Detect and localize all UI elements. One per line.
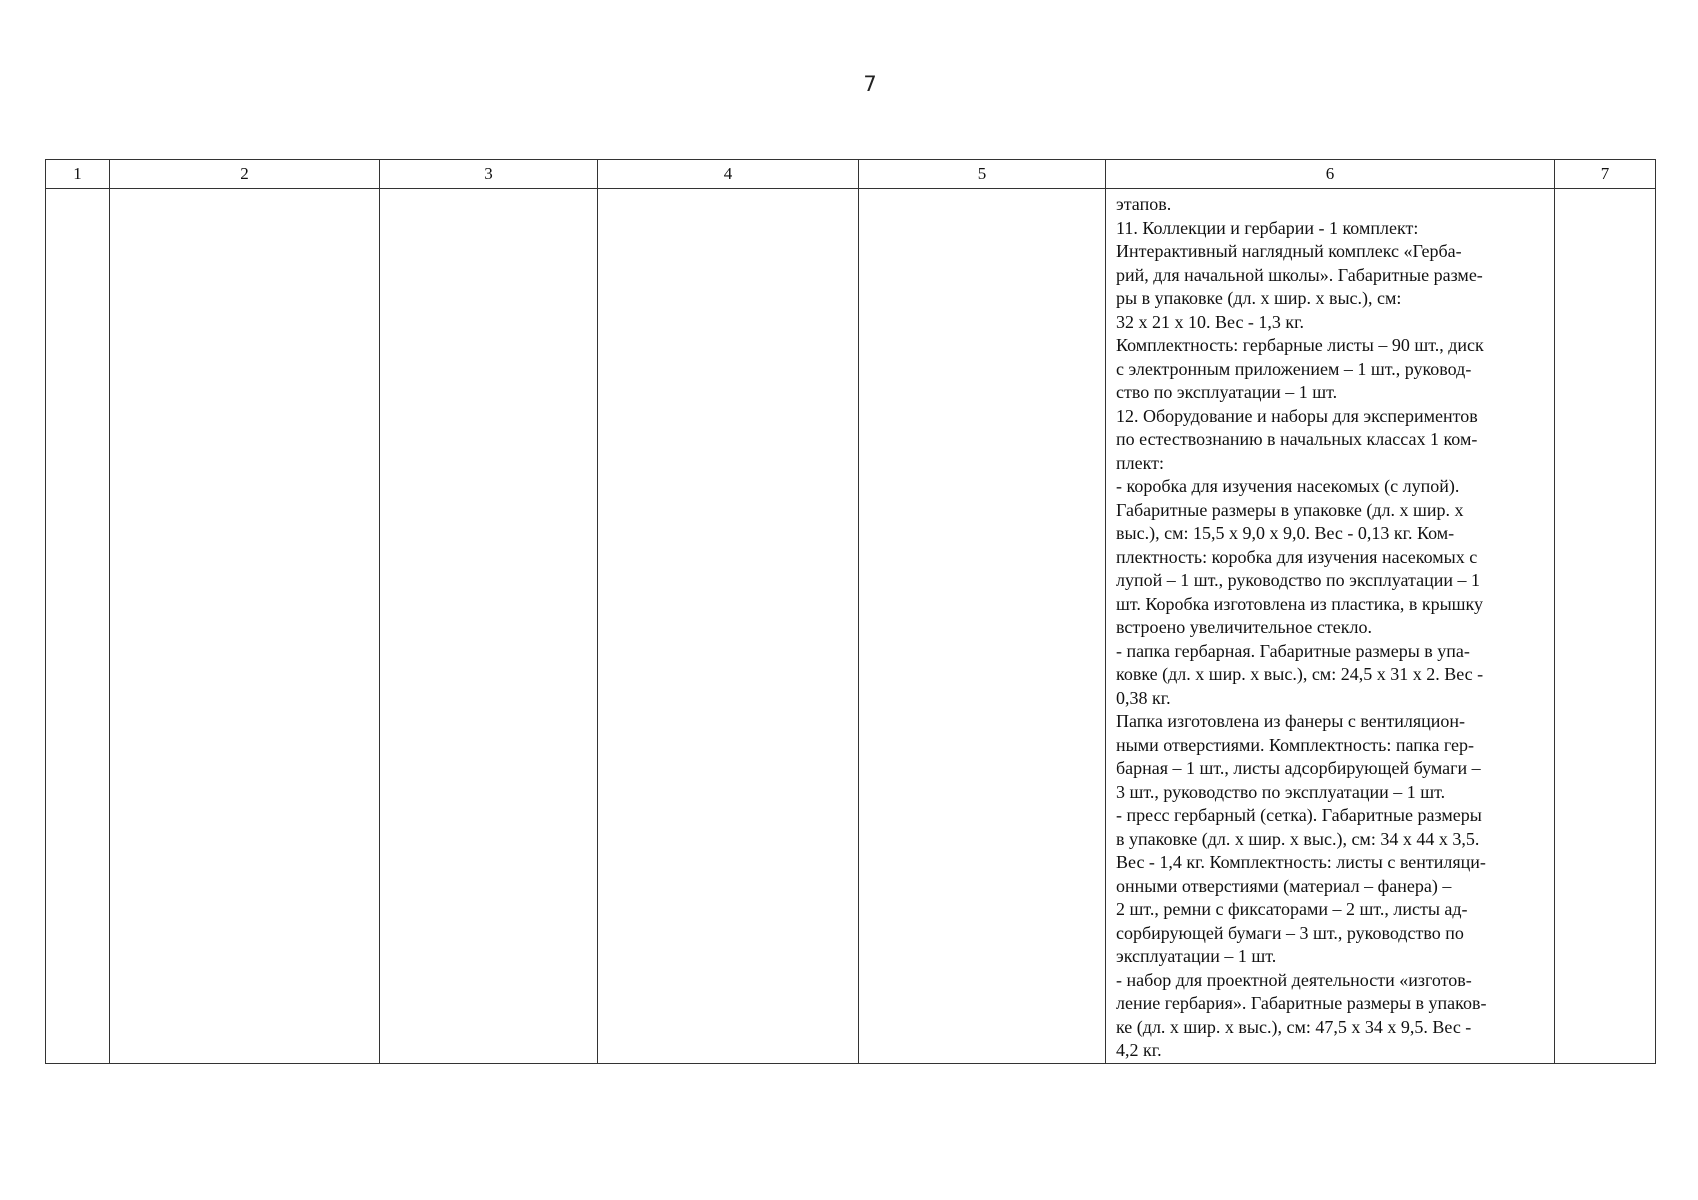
description-line: 2 шт., ремни с фиксаторами – 2 шт., листы ад-: [1116, 899, 1468, 919]
description-line: 3 шт., руководство по эксплуатации – 1 шт.: [1116, 781, 1446, 802]
description-line: 32 х 21 х 10. Вес - 1,3 кг.: [1116, 311, 1305, 332]
description-line: лупой – 1 шт., руководство по эксплуатации – 1: [1116, 570, 1480, 590]
header-cell-col-2: 2: [110, 160, 380, 189]
description-line: - набор для проектной деятельности «изготов-: [1116, 969, 1472, 990]
body-cell-col-2: [110, 189, 380, 1064]
table-row: [46, 189, 1656, 1064]
description-line: - коробка для изучения насекомых (с лупой).: [1116, 476, 1460, 496]
description-line: встроено увеличительное стекло.: [1116, 617, 1372, 637]
body-cell-col-1: [46, 189, 110, 1064]
description-line: с электронным приложением – 1 шт., руковод-: [1116, 358, 1472, 379]
header-cell-col-3: 3: [380, 160, 598, 189]
description-line: - пресс гербарный (сетка). Габаритные размеры: [1116, 805, 1482, 825]
description-line: 12. Оборудование и наборы для экспериментов: [1116, 405, 1478, 426]
description-line: ке (дл. х шир. х выс.), см: 47,5 х 34 х 9,5. Вес -: [1116, 1016, 1472, 1037]
header-cell-col-5: 5: [859, 160, 1106, 189]
description-line: в упаковке (дл. х шир. х выс.), см: 34 х 44 х 3,5.: [1116, 828, 1480, 849]
description-line: ными отверстиями. Комплектность: папка гер-: [1116, 734, 1474, 755]
description-line: 0,38 кг.: [1116, 687, 1171, 708]
body-cell-col-5: [859, 189, 1106, 1064]
description-line: этапов.: [1116, 194, 1172, 214]
description-line: плект:: [1116, 452, 1164, 473]
description-line: онными отверстиями (материал – фанера) –: [1116, 875, 1452, 896]
description-line: ковке (дл. х шир. х выс.), см: 24,5 х 31 х 2. Вес -: [1116, 664, 1484, 684]
body-cell-col-4: [598, 189, 859, 1064]
description-line: выс.), см: 15,5 х 9,0 х 9,0. Вес - 0,13 кг. Ком-: [1116, 523, 1455, 543]
description-line: по естествознанию в начальных классах 1 ком-: [1116, 429, 1478, 449]
body-cell-col-7: [1555, 189, 1656, 1064]
description-line: рий, для начальной школы». Габаритные разме-: [1116, 264, 1483, 285]
header-cell-col-7: 7: [1555, 160, 1656, 189]
table-header-row: [46, 160, 1656, 189]
description-line: плектность: коробка для изучения насекомых с: [1116, 546, 1478, 567]
header-cell-col-1: 1: [46, 160, 110, 189]
description-line: эксплуатации – 1 шт.: [1116, 946, 1277, 966]
body-cell-col-3: [380, 189, 598, 1064]
description-line: Вес - 1,4 кг. Комплектность: листы с вентиляци-: [1116, 852, 1486, 872]
description-line: ление гербария». Габаритные размеры в упаков-: [1116, 993, 1487, 1013]
page-number: 7: [863, 72, 877, 96]
description-line: Габаритные размеры в упаковке (дл. х шир. х: [1116, 499, 1464, 520]
description-line: барная – 1 шт., листы адсорбирующей бумаги –: [1116, 758, 1481, 778]
header-cell-col-4: 4: [598, 160, 859, 189]
equipment-description-text: [1106, 189, 1554, 1063]
body-cell-col-6: [1106, 189, 1555, 1064]
description-line: 11. Коллекции и гербарии - 1 комплект:: [1116, 217, 1419, 238]
description-line: сорбирующей бумаги – 3 шт., руководство по: [1116, 922, 1464, 943]
description-line: Интерактивный наглядный комплекс «Герба-: [1116, 241, 1462, 261]
description-line: шт. Коробка изготовлена из пластика, в крышку: [1116, 593, 1484, 614]
description-line: Папка изготовлена из фанеры с вентиляцион-: [1116, 711, 1466, 731]
specification-table: [45, 159, 1656, 1064]
header-cell-col-6: 6: [1106, 160, 1555, 189]
description-line: ство по эксплуатации – 1 шт.: [1116, 382, 1338, 402]
description-line: 4,2 кг.: [1116, 1040, 1162, 1060]
description-line: ры в упаковке (дл. х шир. х выс.), см:: [1116, 288, 1402, 308]
description-line: - папка гербарная. Габаритные размеры в упа-: [1116, 640, 1470, 661]
description-line: Комплектность: гербарные листы – 90 шт., диск: [1116, 335, 1484, 355]
